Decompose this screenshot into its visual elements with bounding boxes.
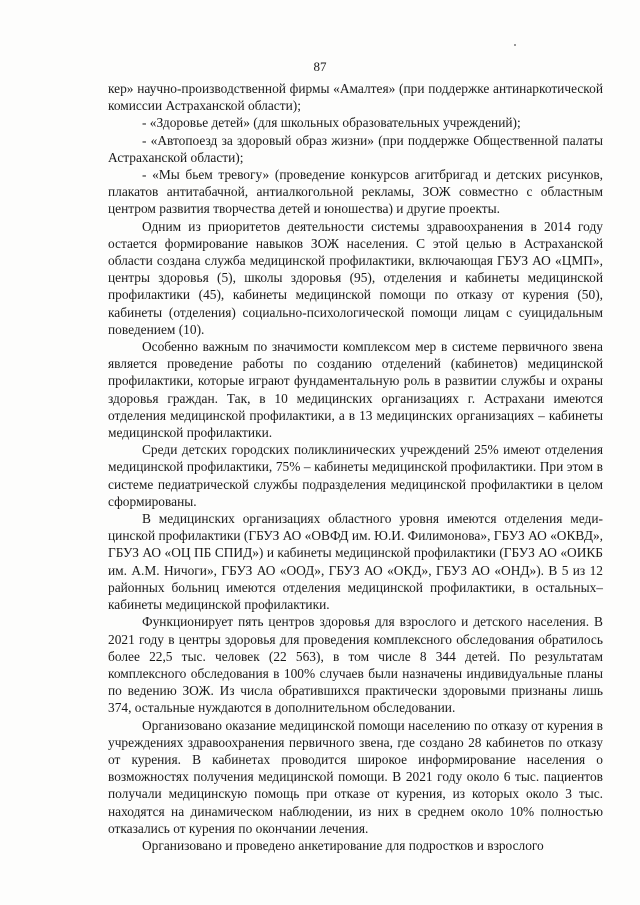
paragraph-survey: Организовано и проведено анкетирование для подростков и взрослого	[142, 837, 544, 853]
list-item-autotrain: - «Автопоезд за здоровый образ жизни» (при поддержке Общественной палаты Астраханской области);	[108, 132, 603, 165]
list-item-healthy-children: - «Здоровье детей» (для школьных образовательных учреждений);	[142, 115, 521, 131]
scan-speck	[514, 44, 516, 46]
paragraph-priorities: Одним из приоритетов деятельности системы здравоохранения в 2014 году остается формирование навыков ЗОЖ населения. С этой целью в Астраханской области создана служба медицинской профилактики, включающая ГБУЗ АО «ЦМП», центры здоровья (5), школы здоровья (95), отделения и кабинеты медицинской профилактики (45), кабинеты медицинской помощи по отказу от курения (50), кабинеты (отделения) социально-психологической помощи лицам с суицидальным поведением (10).	[108, 218, 603, 337]
list-item-alarm: - «Мы бьем тревогу» (проведение конкурсов агитбригад и детских рисунков, плакатов антитабачной, антиалкогольной рекламы, ЗОЖ совместно с областным центром развития творчества детей и юношества) и другие проекты.	[108, 167, 603, 217]
paragraph-regional-orgs: В медицинских организациях областного уровня имеются отделения медицинской профилактики (ГБУЗ АО «ОВФД им. Ю.И. Филимонова», ГБУЗ АО «ОКВД», ГБУЗ АО «ОЦ ПБ СПИД») и кабинеты медицинской профилактики (ГБУЗ АО «ОИКБ им. А.М. Ничоги», ГБУЗ АО «ООД», ГБУЗ АО «ОКД», ГБУЗ АО «ОНД»). В 5 из 12 районных больниц имеются отделения медицинской профилактики, в остальных– кабинеты медицинской профилактики.	[108, 511, 603, 613]
page-number: 87	[313, 59, 327, 74]
paragraph-children-clinics: Среди детских городских поликлинических учреждений 25% имеют отделения медицинской профилактики, 75% – кабинеты медицинской профилактики. При этом в системе педиатрической службы подразделения медицинской профилактики в целом сформированы.	[108, 442, 603, 509]
body-text	[108, 80, 603, 854]
paragraph-health-centers: Функционирует пять центров здоровья для взрослого и детского населения. В 2021 году в центры здоровья для проведения комплексного обследования обратилось более 22,5 тыс. человек (22 563), в том числе 8 344 детей. По результатам комплексного обследования в 100% случаев были назначены индивидуальные планы по ведению ЗОЖ. Из числа обратившихся практически здоровыми признаны лишь 374, остальные нуждаются в дополнительном обследовании.	[108, 614, 603, 716]
paragraph-primary-care: Особенно важным по значимости комплексом мер в системе первичного звена является проведение работы по созданию отделений (кабинетов) медицинской профилактики, которые играют фундаментальную роль в развитии службы и охраны здоровья граждан. Так, в 10 медицинских организациях г. Астрахани имеются отделения медицинской профилактики, а в 13 медицинских организациях – кабинеты медицинской профилактики.	[108, 339, 603, 441]
paragraph-smoking-cessation: Организовано оказание медицинской помощи населению по отказу от курения в учреждениях здравоохранения первичного звена, где создано 28 кабинетов по отказу от курения. В кабинетах проводится широкое информирование населения о возможностях получения медицинской помощи. В 2021 году около 6 тыс. пациентов получали медицинскую помощь при отказе от курения, из которых около 3 тыс. находятся на динамическом наблюдении, из них в среднем около 10% полностью отказались от курения по окончании лечения.	[108, 717, 603, 836]
paragraph-continuation: кер» научно-производственной фирмы «Амалтея» (при поддержке антинаркотической комиссии Астраханской области);	[108, 81, 603, 114]
